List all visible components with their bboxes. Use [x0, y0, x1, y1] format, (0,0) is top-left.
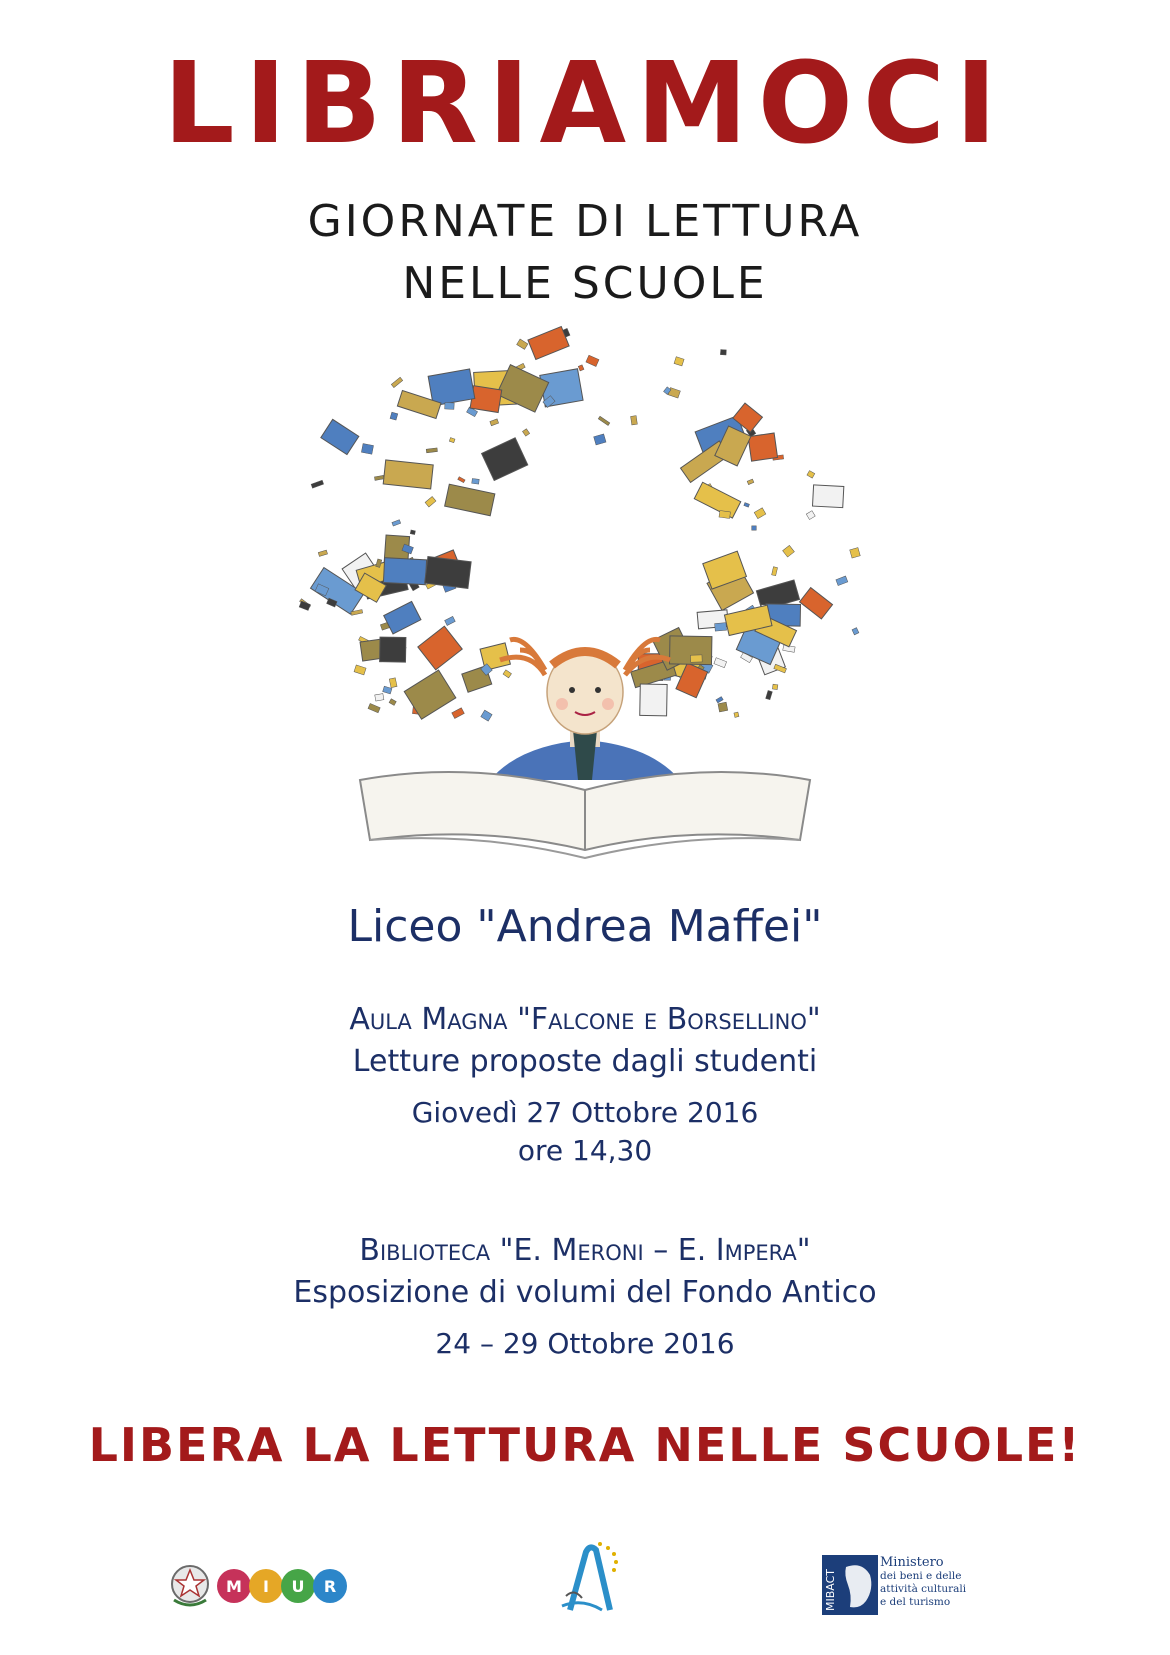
- flying-book: [299, 601, 310, 610]
- flying-book: [586, 355, 599, 366]
- flying-book: [716, 697, 723, 703]
- event-2-description: Esposizione di volumi del Fondo Antico: [293, 1275, 877, 1310]
- miur-letter: R: [323, 1577, 337, 1596]
- flying-book: [719, 510, 730, 518]
- school-name: Liceo "Andrea Maffei": [347, 901, 823, 952]
- flying-books-illustration: [240, 320, 930, 880]
- flying-book: [383, 558, 426, 585]
- flying-book: [426, 448, 437, 453]
- flying-book: [389, 699, 396, 706]
- flying-book: [482, 438, 528, 481]
- flying-book: [490, 419, 499, 426]
- flying-book: [754, 508, 766, 519]
- flying-book: [390, 412, 398, 420]
- flying-book: [384, 601, 421, 634]
- flying-book: [772, 684, 778, 689]
- flying-book: [418, 626, 462, 670]
- poster-title: LIBRIAMOCI: [163, 39, 1007, 169]
- flying-book: [410, 530, 415, 535]
- flying-book: [368, 703, 380, 712]
- flying-book: [598, 416, 610, 425]
- flying-book: [522, 429, 529, 436]
- flying-book: [578, 365, 584, 371]
- flying-book: [445, 616, 456, 625]
- flying-book: [772, 567, 778, 576]
- mibact-logo-icon: [822, 1555, 878, 1615]
- flying-book: [747, 479, 754, 485]
- flying-book: [850, 548, 861, 559]
- flying-book: [800, 588, 833, 619]
- miur-letter: I: [263, 1577, 269, 1596]
- miur-letter: U: [291, 1577, 305, 1596]
- flying-book: [445, 403, 455, 410]
- flying-book: [481, 710, 492, 721]
- mibact-caption: [880, 1555, 990, 1609]
- flying-book: [734, 712, 739, 717]
- flying-book: [321, 419, 359, 454]
- flying-book: [528, 327, 569, 360]
- flying-book: [594, 434, 606, 445]
- event-1-description: Letture proposte dagli studenti: [352, 1044, 818, 1079]
- flying-book: [374, 475, 384, 480]
- mibact-vertical-text: MIBACT: [824, 1568, 837, 1611]
- flying-book: [375, 694, 384, 701]
- flying-book: [354, 665, 366, 675]
- flying-book: [690, 655, 702, 662]
- flying-book: [383, 686, 392, 694]
- flying-book: [425, 557, 471, 589]
- flying-book: [783, 545, 795, 557]
- event-2-venue: Biblioteca "E. Meroni – E. Impera": [359, 1233, 811, 1268]
- flying-book: [694, 482, 740, 518]
- flying-book: [391, 377, 402, 387]
- flying-book: [640, 684, 667, 716]
- flying-book: [445, 484, 495, 516]
- flying-book: [715, 623, 727, 631]
- flying-book: [718, 702, 728, 712]
- flying-book: [720, 350, 726, 355]
- flying-book: [631, 416, 638, 425]
- open-book: [360, 772, 810, 858]
- flying-book: [392, 520, 401, 526]
- flying-book: [714, 658, 727, 668]
- flying-book: [452, 708, 465, 719]
- mibact-line-2: dei beni e delle: [880, 1570, 962, 1582]
- flying-book: [389, 678, 397, 688]
- flying-book: [458, 477, 465, 483]
- mibact-line-3: attività culturali: [880, 1583, 967, 1595]
- event-2-date: 24 – 29 Ottobre 2016: [435, 1327, 735, 1360]
- flying-book: [503, 670, 512, 678]
- miur-logo-icon: [214, 1566, 364, 1606]
- flying-book: [428, 369, 475, 406]
- flying-book: [748, 433, 777, 461]
- flying-book: [383, 460, 433, 489]
- flying-book: [752, 526, 757, 530]
- flying-book: [807, 471, 815, 479]
- flying-book: [470, 386, 502, 413]
- flying-book: [813, 485, 844, 508]
- flying-book: [380, 637, 406, 662]
- flying-book: [806, 511, 815, 520]
- flying-book: [766, 690, 773, 699]
- flying-book: [744, 503, 750, 508]
- mibact-line-1: Ministero: [880, 1555, 944, 1570]
- flying-book: [404, 670, 456, 719]
- subtitle-line-1: GIORNATE DI LETTURA: [307, 196, 863, 247]
- flying-book: [852, 628, 859, 635]
- lambda-association-logo-icon: [552, 1540, 622, 1620]
- event-1-date: Giovedì 27 Ottobre 2016: [411, 1096, 759, 1129]
- slogan: LIBERA LA LETTURA NELLE SCUOLE!: [88, 1418, 1082, 1472]
- subtitle-line-2: NELLE SCUOLE: [402, 258, 768, 309]
- flying-book: [836, 576, 848, 586]
- event-1-time: ore 14,30: [517, 1134, 653, 1167]
- event-1-venue: Aula Magna "Falcone e Borsellino": [349, 1002, 821, 1037]
- mibact-line-4: e del turismo: [880, 1596, 951, 1608]
- flying-book: [318, 550, 327, 556]
- flying-book: [361, 444, 373, 455]
- flying-book: [449, 438, 455, 443]
- italian-republic-emblem-icon: [168, 1560, 212, 1610]
- flying-book: [472, 479, 479, 485]
- flying-book: [311, 480, 324, 488]
- flying-book: [674, 357, 684, 366]
- flying-book: [425, 496, 436, 507]
- flying-book: [517, 339, 528, 349]
- miur-letter: M: [226, 1577, 242, 1596]
